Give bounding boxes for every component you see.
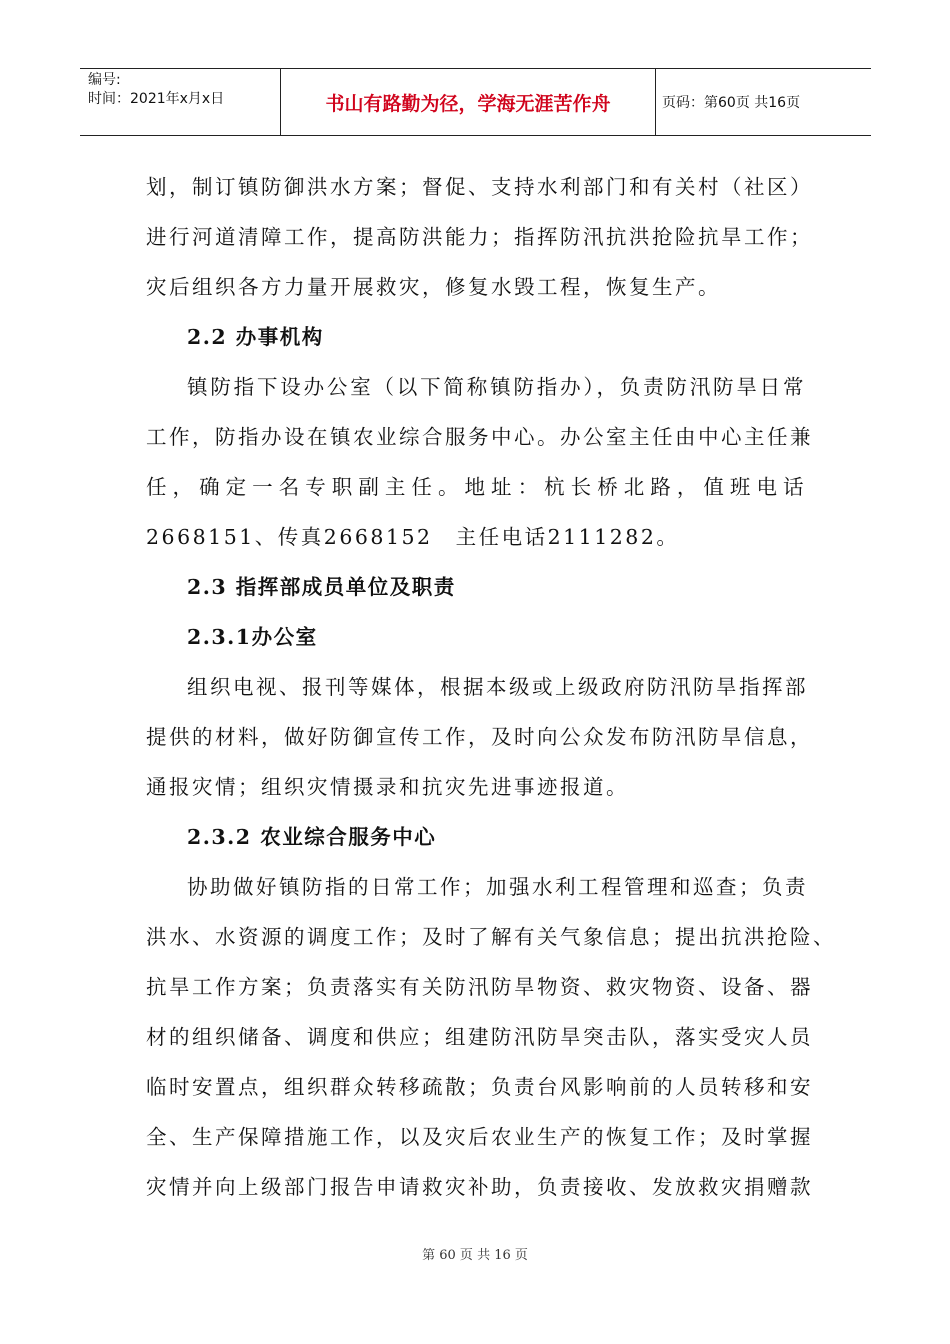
page-header (80, 68, 871, 136)
text-line: 通报灾情；组织灾情摄录和抗灾先进事迹报道。 (146, 775, 629, 799)
text-line: 洪水、水资源的调度工作；及时了解有关气象信息；提出抗洪抢险、 (146, 925, 836, 949)
doc-time-label: 时间：2021年x月x日 (88, 91, 225, 107)
doc-number-label: 编号: (88, 72, 121, 88)
text-line: 临时安置点，组织群众转移疏散；负责台风影响前的人员转移和安 (146, 1075, 813, 1099)
page-footer: 第 60 页 共 16 页 (422, 1248, 528, 1263)
header-meta (80, 69, 281, 135)
text-line: 全、生产保障措施工作，以及灾后农业生产的恢复工作；及时掌握 (146, 1125, 813, 1149)
text-line: 灾后组织各方力量开展救灾，修复水毁工程，恢复生产。 (146, 275, 721, 299)
text-line: 工作，防指办设在镇农业综合服务中心。办公室主任由中心主任兼 (146, 425, 813, 449)
text-line: 组织电视、报刊等媒体，根据本级或上级政府防汛防旱指挥部 (187, 675, 808, 699)
text-line: 镇防指下设办公室（以下简称镇防指办），负责防汛防旱日常 (187, 375, 806, 399)
header-motto: 书山有路勤为径，学海无涯苦作舟 (281, 69, 656, 135)
text-line: 提供的材料，做好防御宣传工作，及时向公众发布防汛防旱信息， (146, 725, 813, 749)
section-heading-2-3-1: 2.3.1办公室 (187, 625, 318, 649)
text-line: 灾情并向上级部门报告申请救灾补助，负责接收、发放救灾捐赠款 (146, 1175, 813, 1199)
document-body (146, 162, 836, 1212)
paragraph-1 (146, 162, 813, 312)
paragraph-2 (146, 362, 813, 562)
text-line: 材的组织储备、调度和供应；组建防汛防旱突击队，落实受灾人员 (146, 1025, 813, 1049)
header-page-info: 页码：第60页 共16页 (662, 95, 801, 111)
text-line: 抗旱工作方案；负责落实有关防汛防旱物资、救灾物资、设备、器 (146, 975, 813, 999)
section-heading-2-3: 2.3 指挥部成员单位及职责 (187, 575, 456, 599)
text-line: 协助做好镇防指的日常工作；加强水利工程管理和巡查；负责 (187, 875, 808, 899)
text-line: 2668151、传真2668152 主任电话2111282。 (146, 525, 680, 549)
section-heading-2-2: 2.2 办事机构 (187, 325, 324, 349)
section-heading-2-3-2: 2.3.2 农业综合服务中心 (187, 825, 437, 849)
paragraph-4 (146, 862, 836, 1212)
text-line: 任，确定一名专职副主任。地址：杭长桥北路，值班电话 (146, 475, 806, 499)
text-line: 划，制订镇防御洪水方案；督促、支持水利部门和有关村（社区） (146, 175, 813, 199)
text-line: 进行河道清障工作，提高防洪能力；指挥防汛抗洪抢险抗旱工作； (146, 225, 813, 249)
paragraph-3 (146, 662, 813, 812)
